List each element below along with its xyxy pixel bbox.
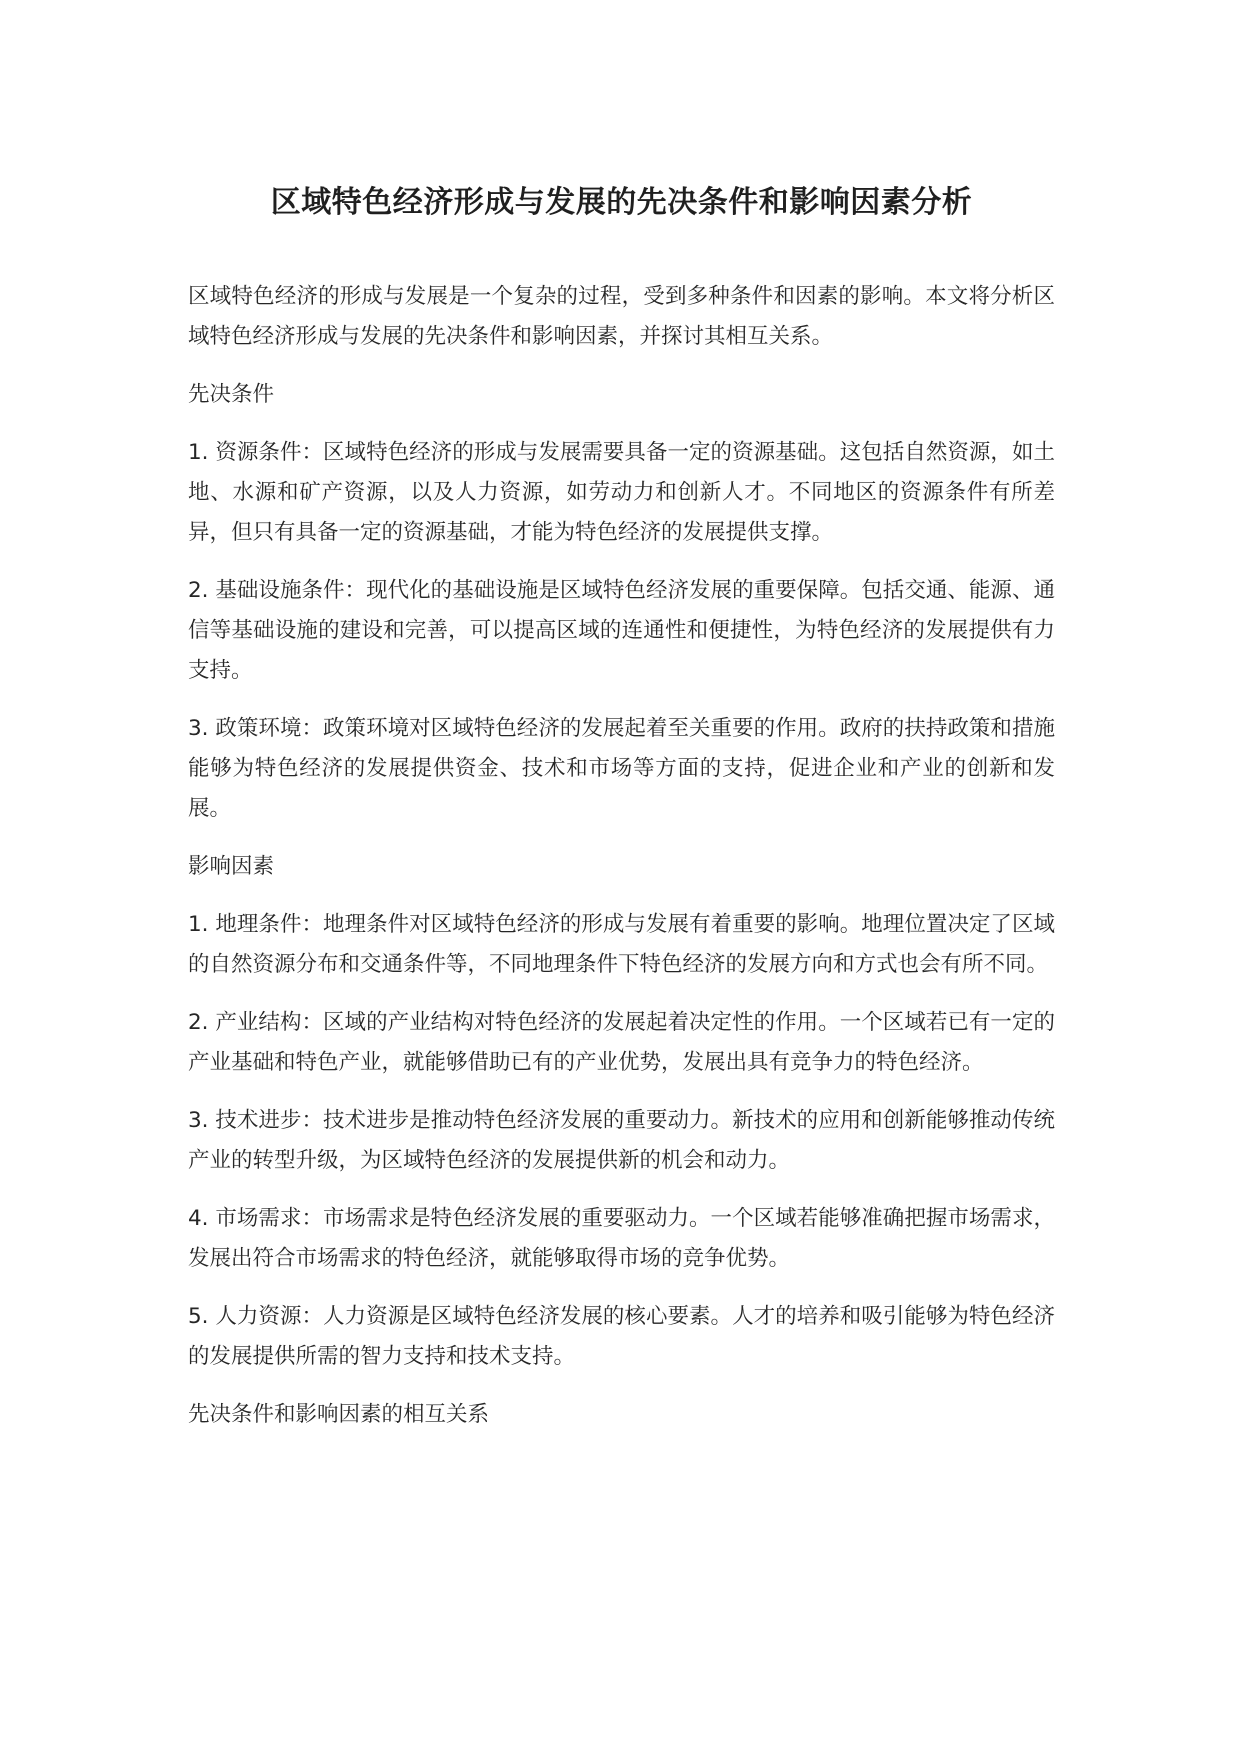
intro-paragraph: 区域特色经济的形成与发展是一个复杂的过程，受到多种条件和因素的影响。本文将分析区域特色经济形成与发展的先决条件和影响因素，并探讨其相互关系。 xyxy=(188,284,1055,349)
document-title: 区域特色经济形成与发展的先决条件和影响因素分析 xyxy=(270,185,973,220)
section-heading-prerequisites: 先决条件 xyxy=(188,382,275,407)
section-heading-factors: 影响因素 xyxy=(188,854,275,879)
factor-item: 3. 技术进步：技术进步是推动特色经济发展的重要动力。新技术的应用和创新能够推动传统产业的转型升级，为区域特色经济的发展提供新的机会和动力。 xyxy=(188,1108,1055,1173)
factor-item: 2. 产业结构：区域的产业结构对特色经济的发展起着决定性的作用。一个区域若已有一定的产业基础和特色产业，就能够借助已有的产业优势，发展出具有竞争力的特色经济。 xyxy=(188,1010,1055,1075)
factor-item: 1. 地理条件：地理条件对区域特色经济的形成与发展有着重要的影响。地理位置决定了区域的自然资源分布和交通条件等，不同地理条件下特色经济的发展方向和方式也会有所不同。 xyxy=(188,912,1055,977)
prerequisite-item: 1. 资源条件：区域特色经济的形成与发展需要具备一定的资源基础。这包括自然资源，如土地、水源和矿产资源，以及人力资源，如劳动力和创新人才。不同地区的资源条件有所差异，但只有具备一定的资源基础，才能为特色经济的发展提供支撑。 xyxy=(188,440,1055,545)
prerequisite-item: 3. 政策环境：政策环境对区域特色经济的发展起着至关重要的作用。政府的扶持政策和措施能够为特色经济的发展提供资金、技术和市场等方面的支持，促进企业和产业的创新和发展。 xyxy=(188,716,1055,821)
factor-item: 4. 市场需求：市场需求是特色经济发展的重要驱动力。一个区域若能够准确把握市场需求，发展出符合市场需求的特色经济，就能够取得市场的竞争优势。 xyxy=(188,1206,1055,1271)
section-heading-relationship: 先决条件和影响因素的相互关系 xyxy=(188,1402,490,1427)
prerequisite-item: 2. 基础设施条件：现代化的基础设施是区域特色经济发展的重要保障。包括交通、能源、通信等基础设施的建设和完善，可以提高区域的连通性和便捷性，为特色经济的发展提供有力支持。 xyxy=(188,578,1055,683)
factor-item: 5. 人力资源：人力资源是区域特色经济发展的核心要素。人才的培养和吸引能够为特色经济的发展提供所需的智力支持和技术支持。 xyxy=(188,1304,1055,1369)
